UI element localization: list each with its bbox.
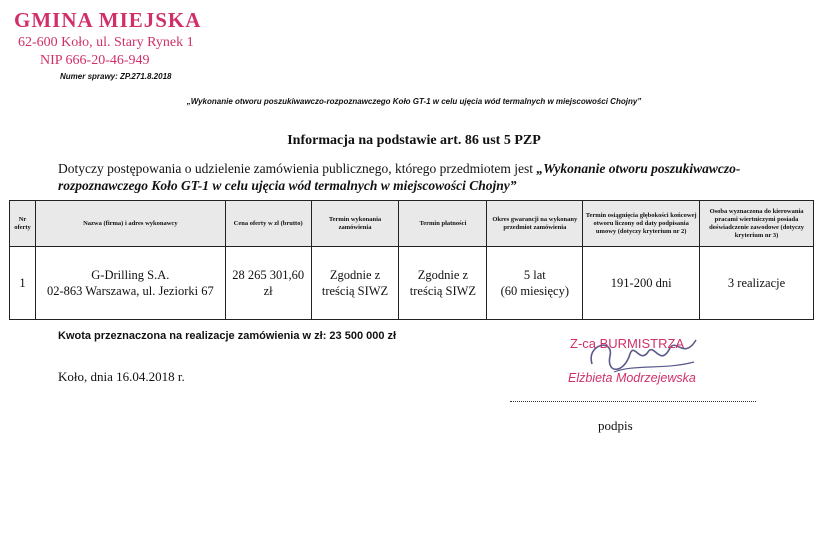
stamp-nip: NIP 666-20-46-949 [40, 53, 150, 68]
header-name: Nazwa (firma) i adres wykonawcy [35, 201, 225, 247]
cell-payment: Zgodnie z treścią SIWZ [399, 247, 487, 320]
municipality-stamp [14, 8, 201, 69]
cell-experience: 3 realizacje [700, 247, 814, 320]
subject-line: „Wykonanie otworu poszukiwawczo-rozpoznawczego Koło GT-1 w celu ujęcia wód termalnych w miejscowości Chojny” [186, 97, 642, 106]
place-date: Koło, dnia 16.04.2018 r. [58, 369, 185, 384]
signature-label: podpis [598, 418, 633, 433]
warranty-months: (60 miesięcy) [500, 284, 570, 298]
header-experience: Osoba wyznaczona do kierowania pracami wiertniczymi posiada doświadczenie zawodowe (dotyczy kryterium nr 3) [700, 201, 814, 247]
offers-table [9, 200, 814, 320]
intro-subject: „Wykonanie otworu poszukiwawczo-rozpoznawczego Koło GT-1 w celu ujęcia wód termalnych w miejscowości Chojny” [58, 161, 741, 193]
header-term: Termin wykonania zamówienia [311, 201, 399, 247]
header-warranty: Okres gwarancji na wykonany przedmiot zamówienia [487, 201, 583, 247]
cell-nr: 1 [10, 247, 36, 320]
stamp-address: 62-600 Koło, ul. Stary Rynek 1 [18, 35, 194, 50]
contractor-name: G-Drilling S.A. [91, 268, 170, 282]
table-row [10, 247, 814, 320]
intro-lead: Dotyczy postępowania o udzielenie zamówienia publicznego, którego przedmiotem jest [58, 161, 537, 176]
signature-title: Z-ca BURMISTRZA [570, 336, 685, 351]
table-header-row [10, 201, 814, 247]
signature-name: Elżbieta Modrzejewska [568, 371, 696, 385]
budget-amount: Kwota przeznaczona na realizacje zamówienia w zł: 23 500 000 zł [58, 330, 397, 342]
document-heading: Informacja na podstawie art. 86 ust 5 PZP [287, 133, 541, 148]
header-price: Cena oferty w zł (brutto) [225, 201, 311, 247]
cell-depth-term: 191-200 dni [583, 247, 700, 320]
cell-price: 28 265 301,60 zł [225, 247, 311, 320]
stamp-name: GMINA MIEJSKA [14, 8, 202, 32]
header-depth-term: Termin osiągnięcia głębokości końcowej otworu liczony od daty podpisania umowy (dotyczy kryterium nr 2) [583, 201, 700, 247]
header-nr: Nr oferty [10, 201, 36, 247]
contractor-address: 02-863 Warszawa, ul. Jeziorki 67 [46, 284, 214, 298]
warranty-years: 5 lat [523, 268, 546, 282]
cell-term: Zgodnie z treścią SIWZ [311, 247, 399, 320]
header-payment: Termin płatności [399, 201, 487, 247]
intro-paragraph [58, 160, 823, 194]
case-number: Numer sprawy: ZP.271.8.2018 [60, 72, 172, 81]
cell-warranty [487, 247, 583, 320]
cell-name [35, 247, 225, 320]
signature-line [510, 401, 756, 402]
